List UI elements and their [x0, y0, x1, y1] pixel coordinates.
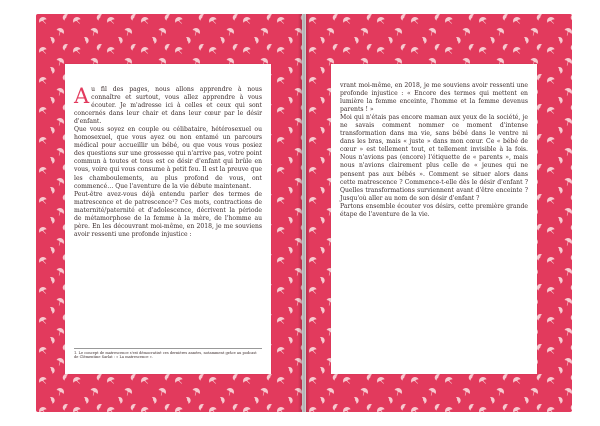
paragraph: Partons ensemble écouter vos désirs, cette première grande étape de l'aventure de la vie. — [340, 202, 528, 218]
paragraph: Peut-être avez-vous déjà entendu parler des termes de matrescence et de patrescence¹? Ces mots, contractions de maternité/paternité et d'adolescence, décrivent la période de métamorphose de la femme à la mère, de l'homme au père. En les découvrant moi-même, en 2018, je me souviens avoir ressenti une profonde injustice : — [74, 190, 262, 238]
paragraph: Moi qui n'étais pas encore maman aux yeux de la société, je ne savais comment nommer ce moment d'intense transformation dans ma vie, sans bébé dans le ventre ni dans les bras, mais « juste » dans mon cœur. Ce « bébé de cœur » est tellement tout, et tellement invisible à la fois. Nous n'avions pas (encore) l'étiquette de « parents », mais nous n'avions clairement plus celle de « jeunes qui ne pensent pas aux bébés ». Comment se situer alors dans cette matrescence ? Commence-t-elle dès le désir d'enfant ? Quelles transformations surviennent avant d'être enceinte ? Jusqu'où aller au nom de son désir d'enfant ? — [340, 114, 528, 202]
paragraph: u fil des pages, nous allons apprendre à nous connaître et surtout, vous allez apprendre à vous écouter. Je m'adresse ici à celles et ceux qui sont concernés dans leur chair et dans leur cœur par le désir d'enfant. — [74, 86, 262, 126]
book-gutter — [298, 14, 310, 412]
right-body-text — [340, 82, 528, 219]
paragraph: Que vous soyez en couple ou célibataire, hétérosexuel ou homosexuel, que vous ayez ou non entamé un parcours médical pour accueillir un bébé, ou que vous vous posiez des questions sur une grossesse qui n'arrive pas, votre point commun à toutes et tous est ce désir d'enfant qui brûle en vous, voire qui vous consume à petit feu. Il est la preuve que les chamboulements, au plus profond de vous, ont commencé… Que l'aventure de la vie débute maintenant. — [74, 126, 262, 190]
left-text-panel — [65, 64, 271, 374]
footnote: 1. Le concept de matrescence s'est démocratisé ces dernières années, notamment grâce au podcast de Clémentine Sarlat : « La matrescence ». — [74, 348, 262, 360]
paragraph: vrant moi-même, en 2018, je me souviens avoir ressenti une profonde injustice : « Encore des termes qui mettent en lumière la femme enceinte, l'homme et la femme devenus parents ! » — [340, 82, 528, 114]
left-page — [36, 14, 302, 412]
left-body-text — [74, 86, 262, 239]
open-book — [36, 14, 572, 412]
right-page — [306, 14, 572, 412]
right-text-panel — [331, 64, 537, 374]
drop-cap: A — [74, 84, 90, 108]
